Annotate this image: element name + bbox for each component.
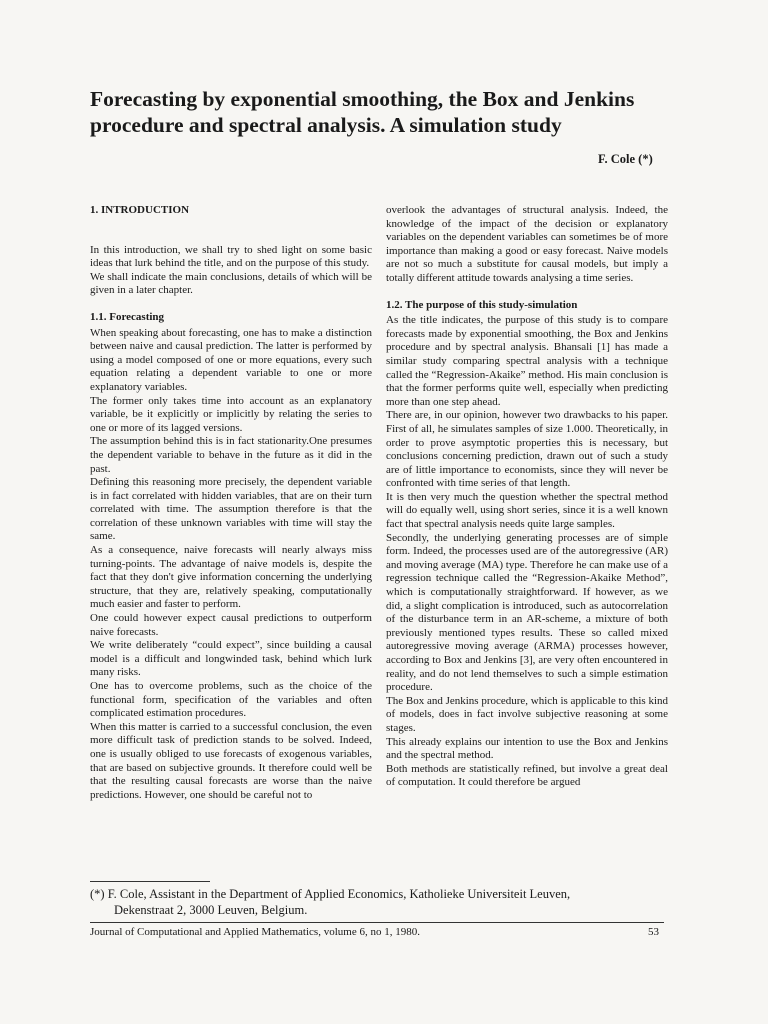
section-heading-introduction: 1. INTRODUCTION [90, 204, 190, 216]
body-paragraph: There are, in our opinion, however two drawbacks to his paper. First of all, he simulates samples of size 1.000. Theoretically, in order to prove asymptotic properties this is necessary, but conclusions concerning prediction, drawn out of such a study are of little importance to economists, since they will never be confronted with time series of that length. [386, 409, 668, 490]
body-paragraph: This already explains our intention to use the Box and Jenkins and the spectral method. [386, 735, 668, 762]
page-number: 53 [648, 926, 659, 938]
body-paragraph: The former only takes time into account as an explanatory variable, be it explicitly or implicitly by relating the series to one or more of its lagged versions. [90, 394, 372, 434]
author: F. Cole (*) [598, 152, 653, 166]
body-paragraph: The assumption behind this is in fact stationarity.One presumes the dependent variable to behave in the future as it did in the past. [90, 435, 372, 475]
body-paragraph: Secondly, the underlying generating processes are of simple form. Indeed, the processes used are of the autoregressive (AR) and moving average (MA) type. Therefore he can make use of a regression technique called the “Regression-Akaike Method”, which is computationally straightforward. If however, as we did, a slight complication is introduced, such as autocorrelation of the disturbance term in an AR-scheme, a mixture of both previously mentioned types results. These so called mixed autoregressive moving average (ARMA) processes however, according to Box and Jenkins [3], are very often encountered in reality, and do not lend themselves to such a simple estimation procedure. [386, 531, 669, 694]
body-paragraph: When this matter is carried to a successful conclusion, the even more difficult task of prediction stands to be solved. Indeed, one is usually obliged to use forecasts of exogenous variables, that are based on subjective grounds. It therefore could well be that the resulting causal forecasts are worse than the naive predictions. However, one should be careful not to [90, 720, 372, 801]
section-heading-forecasting: 1.1. Forecasting [90, 310, 165, 323]
footer-divider [90, 922, 664, 923]
body-paragraph: As the title indicates, the purpose of this study is to compare forecasts made by exponential smoothing, the Box and Jenkins procedure and by spectral analysis. Bhansali [1] has made a similar study comparing spectral analysis with a technique called the “Regression-Akaike” method. His main conclusion is that the former performs quite well, especially when predicting more than one step ahead. [386, 314, 668, 408]
left-column [90, 204, 372, 802]
footnote-line: (*) F. Cole, Assistant in the Department of Applied Economics, Katholieke Universiteit Leuven, [90, 887, 571, 901]
body-paragraph: One has to overcome problems, such as the choice of the functional form, specification of the variables and often complicated estimation procedures. [90, 680, 372, 720]
paper-title: Forecasting by exponential smoothing, the Box and Jenkins procedure and spectral analysis. A simulation study [90, 87, 635, 137]
footnote [90, 886, 680, 918]
body-paragraph: Defining this reasoning more precisely, the dependent variable is in fact correlated with hidden variables, that are on their turn correlated with time. The assumption therefore is that the correlation of these unknown variables with time will stay the same. [90, 476, 372, 543]
intro-paragraph: We shall indicate the main conclusions, details of which will be given in a later chapter. [90, 270, 372, 297]
body-paragraph: overlook the advantages of structural analysis. Indeed, the knowledge of the impact of the decision or explanatory variables on the dependent variables can sometimes be of more importance than making a good or easy forecast. Naive models are not so much a substitute for causal models, but imply a totally different attitude towards analysing a time series. [386, 204, 668, 284]
body-paragraph: As a consequence, naive forecasts will nearly always miss turning-points. The advantage of naive models is, despite the fact that they don't give information concerning the underlying structure, that they are, relatively speaking, computationally much easier and faster to perform. [90, 544, 372, 611]
section-heading-purpose: 1.2. The purpose of this study-simulation [386, 298, 578, 311]
body-paragraph: We write deliberately “could expect”, since building a causal model is a difficult and longwinded task, behind which lurk many risks. [90, 639, 372, 679]
body-paragraph: Both methods are statistically refined, but involve a great deal of computation. It could therefore be argued [386, 762, 668, 789]
body-paragraph: It is then very much the question whether the spectral method will do equally well, using short series, since it is a well known fact that spectral analysis needs quite large samples. [386, 490, 668, 531]
journal-citation: Journal of Computational and Applied Mathematics, volume 6, no 1, 1980. [90, 926, 420, 938]
body-paragraph: One could however expect causal predictions to outperform naive forecasts. [90, 612, 372, 638]
footnote-line: Dekenstraat 2, 3000 Leuven, Belgium. [114, 903, 308, 917]
footnote-divider [90, 881, 210, 882]
right-column [386, 204, 668, 790]
body-paragraph: When speaking about forecasting, one has to make a distinction between naive and causal prediction. The latter is performed by using a model composed of one or more equations, every such equation relating a dependent variable to one or more explanatory variables. [90, 326, 372, 393]
body-paragraph: The Box and Jenkins procedure, which is applicable to this kind of models, does in fact involve subjective reasoning at some stages. [386, 694, 668, 734]
intro-paragraph: In this introduction, we shall try to shed light on some basic ideas that lurk behind the title, and on the purpose of this study. [90, 243, 372, 270]
